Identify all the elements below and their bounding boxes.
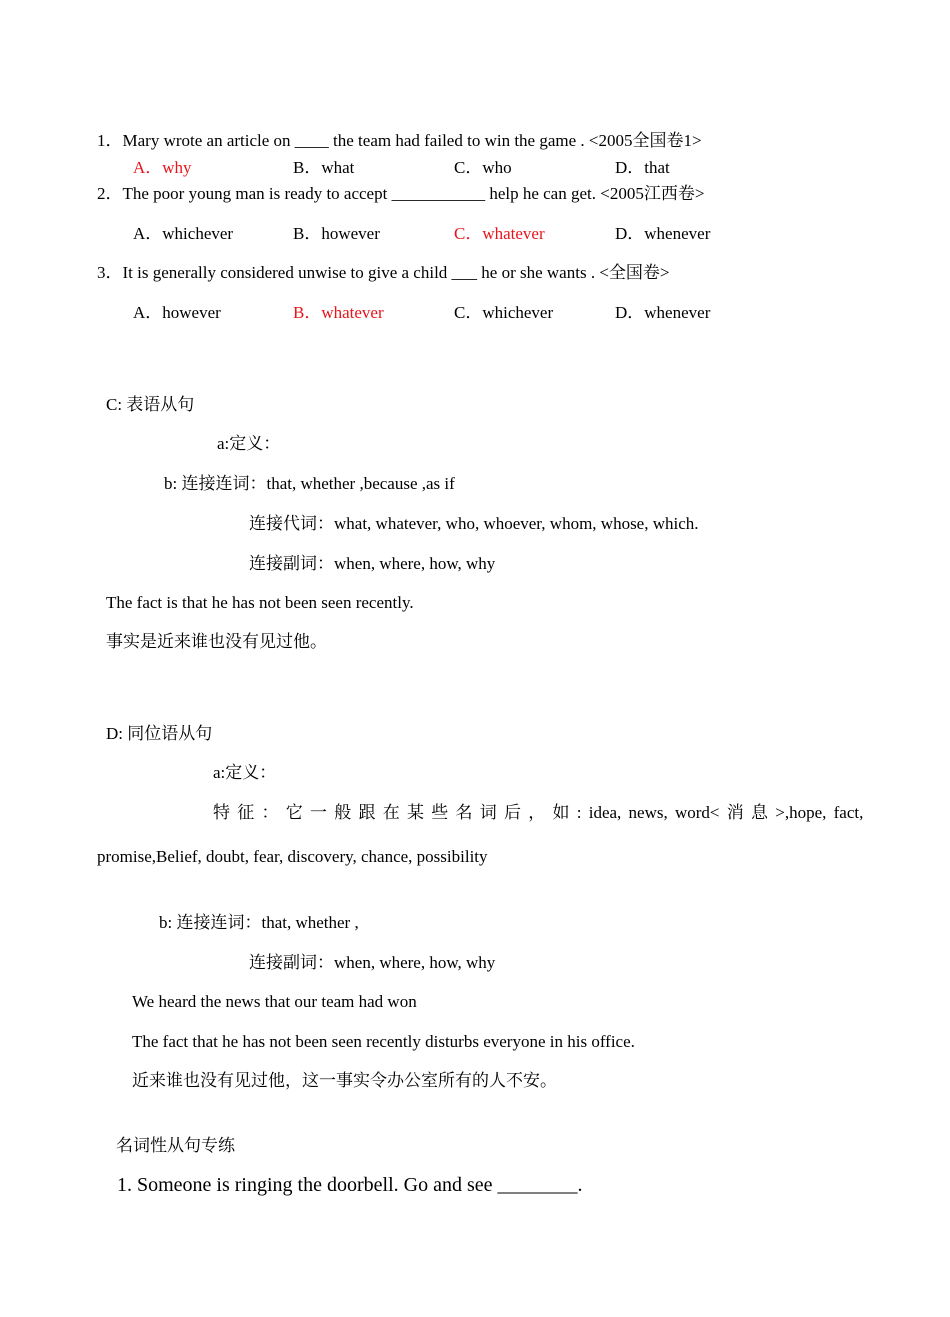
section-d-example-2-zh: 近来谁也没有见过他，这一事实令办公室所有的人不安。 (132, 1071, 557, 1090)
question-2-stem: 2．The poor young man is ready to accept ___________ help he can get. <2005江西卷> (97, 184, 705, 203)
question-3-option-c: C．whichever (454, 303, 554, 322)
section-c-example-en: The fact is that he has not been seen recently. (106, 593, 414, 612)
section-d-example-2: The fact that he has not been seen recently disturbs everyone in his office. (132, 1032, 635, 1051)
question-3-stem: 3．It is generally considered unwise to give a child ___ he or she wants . <全国卷> (97, 263, 670, 282)
question-3-option-b: B．whatever (293, 303, 384, 322)
section-d-feature-cont: promise,Belief, doubt, fear, discovery, chance, possibility (97, 847, 488, 866)
section-c-connectors: b: 连接连词：that, whether ,because ,as if (164, 474, 455, 493)
section-d-heading: D: 同位语从句 (106, 724, 213, 743)
question-2-option-d: D．whenever (615, 224, 711, 243)
question-1-option-c: C．who (454, 158, 512, 177)
section-d-adverbs: 连接副词：when, where, how, why (249, 953, 496, 972)
section-c-definition: a:定义： (217, 434, 281, 453)
question-2-option-a: A．whichever (133, 224, 234, 243)
section-d-connectors: b: 连接连词：that, whether , (159, 913, 359, 932)
question-1-stem: 1．Mary wrote an article on ____ the team had failed to win the game . <2005全国卷1> (97, 131, 702, 150)
section-c-example-zh: 事实是近来谁也没有见过他。 (106, 632, 327, 651)
question-3-option-d: D．whenever (615, 303, 711, 322)
question-1-option-a: A．why (133, 158, 192, 177)
practice-question-1: 1. Someone is ringing the doorbell. Go and see ________. (117, 1174, 583, 1196)
question-2-option-b: B．however (293, 224, 380, 243)
question-2-option-c: C．whatever (454, 224, 545, 243)
section-c-adverbs: 连接副词：when, where, how, why (249, 554, 496, 573)
section-d-definition: a:定义： (213, 763, 277, 782)
question-3-option-a: A．however (133, 303, 221, 322)
question-1-option-d: D．that (615, 158, 670, 177)
section-c-heading: C: 表语从句 (106, 395, 195, 414)
practice-heading: 名词性从句专练 (116, 1136, 235, 1155)
section-d-feature: 特 征 ： 它 一 般 跟 在 某 些 名 词 后 ， 如 : idea, news, word< 消 息 >,hope, fact, (213, 803, 864, 822)
question-1-option-b: B．what (293, 158, 355, 177)
section-c-pronouns: 连接代词：what, whatever, who, whoever, whom, whose, which. (249, 514, 699, 533)
section-d-example-1: We heard the news that our team had won (132, 992, 417, 1011)
